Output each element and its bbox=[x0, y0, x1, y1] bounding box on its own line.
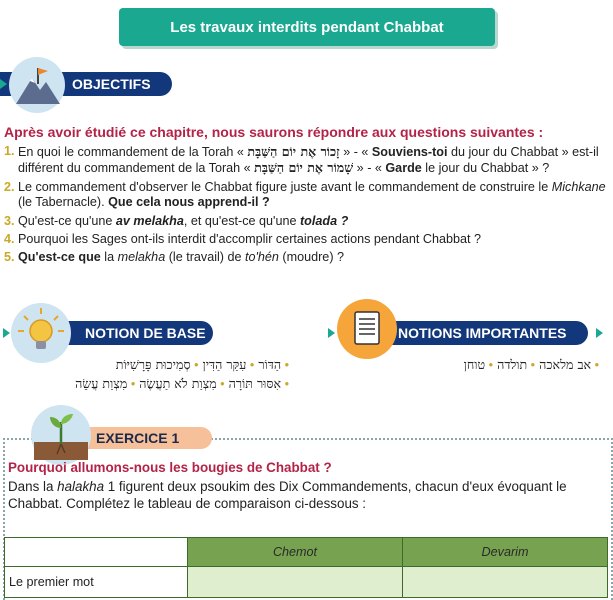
objectifs-header: OBJECTIFS bbox=[0, 72, 172, 96]
sprout-icon bbox=[30, 404, 92, 466]
page-title: Les travaux interdits pendant Chabbat bbox=[119, 8, 495, 46]
exercice-tab: EXERCICE 1 bbox=[86, 427, 212, 449]
notion-base-row-1: • הַדּוֹר • עִקַּר הַדִּין • סְמִיכוּת פָּרָשִׁיּוֹת bbox=[115, 357, 289, 372]
list-item: 3. Qu'est-ce qu'une av melakha, et qu'est-ce qu'une tolada ? bbox=[4, 213, 349, 228]
mountain-flag-icon bbox=[8, 56, 66, 114]
table-header-blank bbox=[5, 538, 188, 567]
exercice-question: Pourquoi allumons-nous les bougies de Chabbat ? bbox=[8, 460, 332, 475]
answer-cell-chemot[interactable] bbox=[188, 567, 403, 598]
notions-importantes-header: NOTIONS IMPORTANTES bbox=[388, 321, 588, 345]
notion-base-header: NOTION DE BASE bbox=[45, 321, 213, 345]
list-item: 2. Le commandement d'observer le Chabbat figure juste avant le commandement de construire le Michkane (le Tabernacle). Que cela nous apprend-il ? bbox=[4, 179, 606, 210]
answer-cell-devarim[interactable] bbox=[403, 567, 608, 598]
table-row bbox=[5, 567, 608, 598]
table-header-chemot: Chemot bbox=[188, 538, 403, 567]
notions-importantes-terms: • אב מלאכה • תולדה • טוחן bbox=[463, 357, 599, 372]
arrow-icon bbox=[0, 79, 7, 89]
notion-base-row-2: • אִסּוּר תּוֹרָה • מִצְוַת לֹא תַעֲשֶׂה • מִצְוַת עֲשֵׂה bbox=[75, 376, 289, 391]
arrow-icon bbox=[596, 328, 603, 338]
list-item: 4. Pourquoi les Sages ont-ils interdit d'accomplir certaines actions pendant Chabbat ? bbox=[4, 232, 482, 247]
objectifs-intro: Après avoir étudié ce chapitre, nous saurons répondre aux questions suivantes : bbox=[4, 124, 544, 140]
lightbulb-icon bbox=[10, 302, 72, 364]
exercice-instructions: Dans la halakha 1 figurent deux psoukim des Dix Commandements, chacun d'eux évoquant le Chabbat. Complétez le tableau de comparaison ci-dessous : bbox=[8, 479, 567, 511]
document-icon bbox=[336, 298, 398, 360]
table-header-row bbox=[5, 538, 608, 567]
arrow-icon bbox=[3, 328, 10, 338]
arrow-icon bbox=[328, 328, 335, 338]
table-row-label: Le premier mot bbox=[5, 567, 188, 598]
comparison-table bbox=[4, 537, 608, 598]
questions-list bbox=[4, 144, 610, 269]
list-item: 1. En quoi le commandement de la Torah « זָכוֹר אֶת יוֹם הַשַּׁבָּת » - « Souviens-toi du jour du Chabbat » est-il différent du commandement de la Torah « שָׁמוֹר אֶת יוֹם הַשַּׁבָּת » - « Garde le jour du Chabbat » ? bbox=[4, 144, 599, 176]
list-item: 5. Qu'est-ce que la melakha (le travail) de to'hén (moudre) ? bbox=[4, 250, 345, 265]
table-header-devarim: Devarim bbox=[403, 538, 608, 567]
